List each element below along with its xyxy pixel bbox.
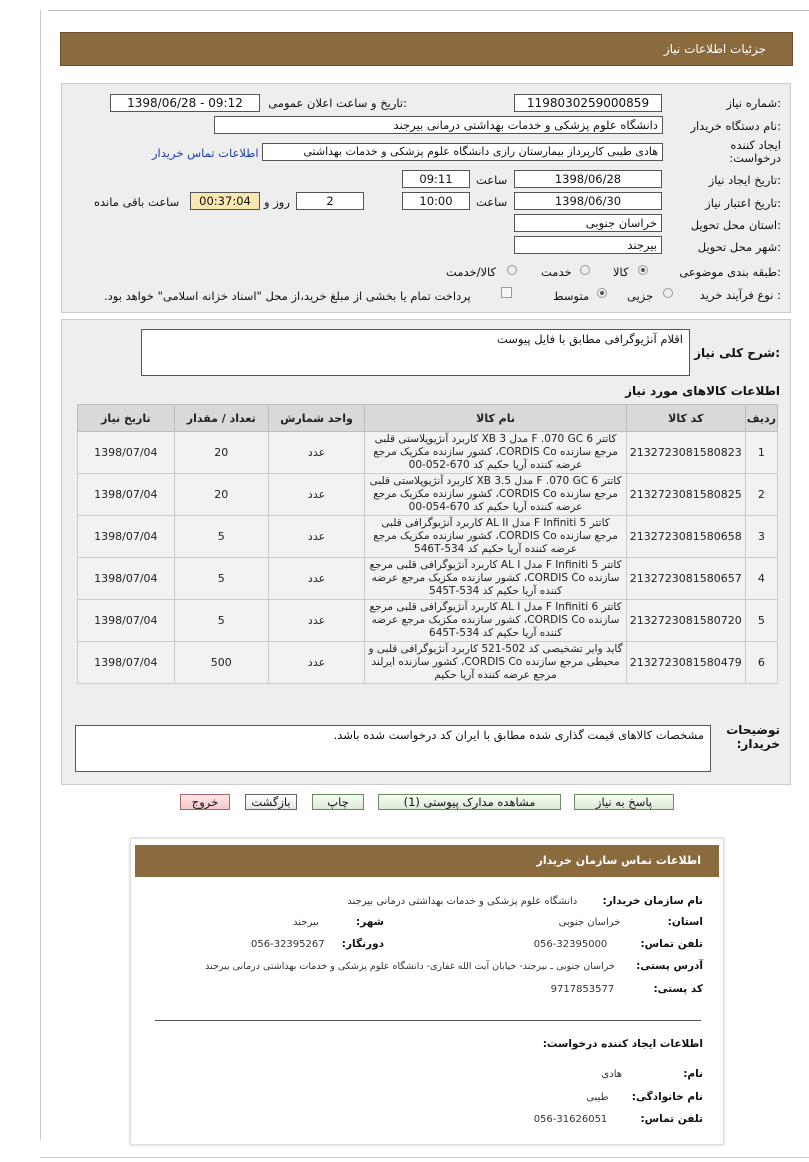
buyer-notes-textarea[interactable]: مشخصات کالاهای قیمت گذاری شده مطابق با ایران کد درخواست شده باشد. [75,725,711,772]
days-field: 2 [296,192,364,210]
contact-phone-value: 32395000-056 [533,939,608,950]
remaining-time-field: 00:37:04 [190,192,260,210]
name-cell: کاتتر 5 F Infiniti مدل AL I کاربرد آنژیوگرافی قلبی مرجع سازنده CORDIS Co، کشور سازنده مکزیک مرجع عرضه کننده آریا حکیم کد 534-545T [365,558,626,600]
items-table [77,404,778,684]
creator-phone-row [534,1113,703,1125]
process-minor-label: جزیی [627,289,654,303]
unit-cell: عدد [268,600,365,642]
creator-title-row [543,1038,703,1050]
buyer-notes-label: توضیحات خریدار: [726,723,780,751]
contact-city-row [293,916,384,928]
date-cell: 1398/07/04 [78,600,175,642]
contact-province-value: خراسان جنوبی [558,917,621,928]
qty-cell: 5 [174,558,268,600]
contact-postal-row [551,983,703,995]
creator-phone-value: 31626051-056 [533,1114,608,1125]
col-code: کد کالا [626,405,745,432]
contact-province-row [559,916,703,928]
col-date: تاریخ نیاز [78,405,175,432]
table-row [78,516,778,558]
need-number-field: 1198030259000859 [514,94,662,112]
unit-cell: عدد [268,642,365,684]
code-cell: 2132723081580657 [626,558,745,600]
valid-date-label: تاریخ اعتبار نیاز: [705,196,781,210]
name-cell: کاتتر 5 F Infiniti مدل AL II کاربرد آنژیوگرافی قلبی مرجع سازنده CORDIS Co، کشور سازنده مکزیک مرجع عرضه کننده آریا حکیم کد 534-546T [365,516,626,558]
items-header-row [78,405,778,432]
date-cell: 1398/07/04 [78,474,175,516]
contact-card [130,838,724,1145]
contact-address-value: خراسان جنوبی ـ بیرجند- خیابان آیت الله غفاری- دانشگاه علوم پزشکی و خدمات بهداشتی درمانی بیرجند [205,961,615,972]
qty-cell: 20 [174,474,268,516]
buyer-contact-link[interactable]: اطلاعات تماس خریدار [152,146,259,160]
qty-cell: 5 [174,600,268,642]
city-field: بیرجند [514,236,662,254]
creator-lastname-row [586,1091,703,1103]
category-label: طبقه بندی موضوعی: [679,265,781,279]
contact-org-value: دانشگاه علوم پزشکی و خدمات بهداشتی درمانی بیرجند [347,896,578,907]
exit-button[interactable]: خروج [180,794,230,810]
unit-cell: عدد [268,516,365,558]
row-number-cell: 5 [745,600,777,642]
code-cell: 2132723081580823 [626,432,745,474]
print-button[interactable]: چاپ [312,794,364,810]
process-medium-label: متوسط [553,289,590,303]
creator-phone-label: تلفن تماس: [640,1113,703,1125]
date-cell: 1398/07/04 [78,642,175,684]
contact-postal-value: 9717853577 [550,984,615,995]
row-number-cell: 3 [745,516,777,558]
contact-header [135,845,719,877]
name-cell: کاتتر 6 F Infiniti مدل AL I کاربرد آنژیوگرافی قلبی مرجع سازنده CORDIS Co، کشور سازنده مکزیک مرجع عرضه کننده آریا حکیم کد 534-645T [365,600,626,642]
process-radio-medium[interactable] [597,288,607,298]
unit-cell: عدد [268,474,365,516]
code-cell: 2132723081580825 [626,474,745,516]
creator-title: اطلاعات ایجاد کننده درخواست: [542,1038,703,1050]
creator-firstname-label: نام: [683,1068,703,1080]
date-cell: 1398/07/04 [78,558,175,600]
row-number-cell: 4 [745,558,777,600]
category-service-label: خدمت [541,265,572,279]
code-cell: 2132723081580720 [626,600,745,642]
contact-postal-label: کد پستی: [653,983,703,995]
col-row-number: ردیف [745,405,777,432]
city-label: شهر محل تحویل: [697,240,781,254]
bottom-border [40,1157,809,1158]
contact-fax-value: 32395267-056 [251,939,325,950]
contact-province-label: استان: [667,916,703,928]
created-date-field: 1398/06/28 [514,170,662,188]
announce-label: تاریخ و ساعت اعلان عمومی: [268,96,407,110]
requester-label: ایجاد کننده درخواست: [729,138,781,165]
name-cell: کاتتر 6 F .070 GC مدل XB 3.5 کاربرد آنژیوپلاستی قلبی مرجع سازنده CORDIS Co، کشور سازنده مکزیک مرجع عرضه کننده آریا حکیم کد 670-054-00 [365,474,626,516]
code-cell: 2132723081580479 [626,642,745,684]
valid-date-field: 1398/06/30 [514,192,662,210]
valid-time-field: 10:00 [402,192,470,210]
creator-firstname-row [601,1068,703,1080]
contact-address-row [205,960,703,972]
unit-cell: عدد [268,432,365,474]
category-radio-service[interactable] [580,265,590,275]
payment-note: پرداخت تمام یا بخشی از مبلغ خرید،از محل "اسناد خزانه اسلامی" خواهد بود. [104,289,471,303]
left-border [40,10,41,1140]
creator-firstname-value: هادی [601,1069,623,1080]
days-label: روز و [264,195,290,209]
buyer-org-label: نام دستگاه خریدار: [690,119,781,133]
contact-title: اطلاعات تماس سازمان خریدار [536,854,701,867]
created-date-label: تاریخ ایجاد نیاز: [708,173,781,187]
announce-field: 1398/06/28 - 09:12 [110,94,260,112]
category-both-label: کالا/خدمت [446,265,497,279]
items-title: اطلاعات کالاهای مورد نیاز [625,384,780,398]
row-number-cell: 2 [745,474,777,516]
contact-org-row [347,895,703,907]
contact-address-label: آدرس پستی: [636,960,703,972]
need-number-label: شماره نیاز: [726,96,781,110]
contact-fax-label: دورنگار: [341,938,384,950]
summary-textarea[interactable]: اقلام آنژیوگرافی مطابق با فایل پیوست [141,329,690,376]
code-cell: 2132723081580658 [626,516,745,558]
row-number-cell: 6 [745,642,777,684]
created-time-field: 09:11 [402,170,470,188]
col-name: نام کالا [365,405,626,432]
contact-divider [155,1020,701,1021]
qty-cell: 20 [174,432,268,474]
contact-fax-row [251,938,384,950]
created-time-label: ساعت [476,173,508,187]
contact-phone-label: تلفن تماس: [640,938,703,950]
category-radio-both[interactable] [507,265,517,275]
contact-phone-row [534,938,703,950]
reply-button[interactable]: پاسخ به نیاز [574,794,674,810]
attachments-button[interactable]: مشاهده مدارک پیوستی (1) [378,794,561,810]
contact-city-value: بیرجند [293,917,319,928]
top-border [48,10,809,11]
creator-lastname-label: نام خانوادگی: [631,1091,703,1103]
table-row [78,642,778,684]
treasury-checkbox[interactable] [501,287,512,298]
province-field: خراسان جنوبی [514,214,662,232]
table-row [78,600,778,642]
category-radio-goods[interactable] [638,265,648,275]
unit-cell: عدد [268,558,365,600]
process-radio-minor[interactable] [663,288,673,298]
table-row [78,474,778,516]
contact-org-label: نام سازمان خریدار: [602,895,703,907]
valid-time-label: ساعت [476,195,508,209]
name-cell: گاید وایر تشخیصی کد 502-521 کاربرد آنژیوگرافی قلبی و محیطی مرجع سازنده CORDIS Co، کشور سازنده ایرلند مرجع عرضه کننده آریا حکیم [365,642,626,684]
remaining-label: ساعت باقی مانده [94,195,180,209]
col-unit: واحد شمارش [268,405,365,432]
buyer-org-field: دانشگاه علوم پزشکی و خدمات بهداشتی درمانی بیرجند [214,116,663,134]
page-title: جزئیات اطلاعات نیاز [663,42,766,56]
table-row [78,558,778,600]
qty-cell: 5 [174,516,268,558]
contact-city-label: شهر: [356,916,384,928]
page-header [60,32,793,66]
process-label: نوع فرآیند خرید : [699,288,781,302]
summary-label: شرح کلی نیاز: [694,346,780,360]
back-button[interactable]: بازگشت [245,794,297,810]
col-qty: تعداد / مقدار [174,405,268,432]
date-cell: 1398/07/04 [78,516,175,558]
creator-lastname-value: طیبی [586,1092,609,1103]
name-cell: کاتتر 6 F .070 GC مدل XB 3 کاربرد آنژیوپلاستی قلبی مرجع سازنده CORDIS Co، کشور سازنده مکزیک مرجع عرضه کننده آریا حکیم کد 670-052-00 [365,432,626,474]
qty-cell: 500 [174,642,268,684]
requester-field: هادی طیبی کارپرداز بیمارستان رازی دانشگاه علوم پزشکی و خدمات بهداشتی [262,143,663,161]
row-number-cell: 1 [745,432,777,474]
date-cell: 1398/07/04 [78,432,175,474]
province-label: استان محل تحویل: [690,218,781,232]
table-row [78,432,778,474]
category-goods-label: کالا [613,265,629,279]
